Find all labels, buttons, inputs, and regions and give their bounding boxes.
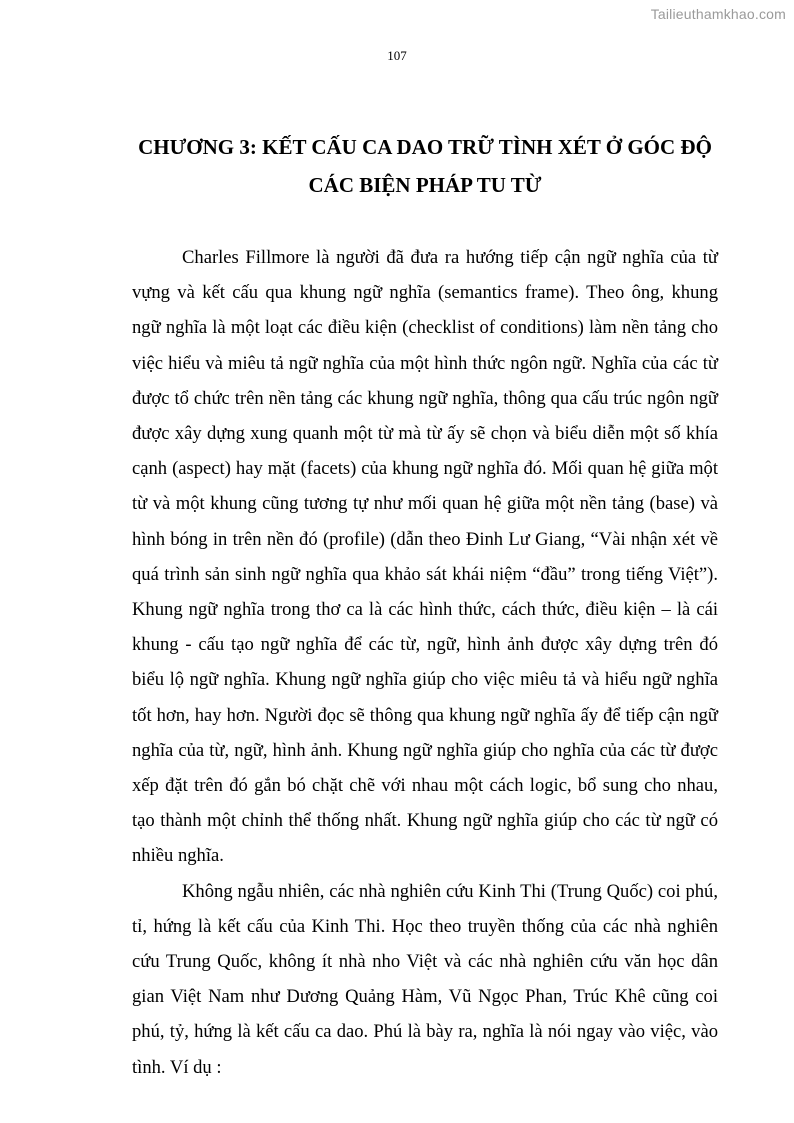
page-number: 107	[387, 48, 407, 63]
chapter-title	[110, 128, 740, 204]
paragraph-2: Không ngẫu nhiên, các nhà nghiên cứu Kinh Thi (Trung Quốc) coi phú, tỉ, hứng là kết cấu của Kinh Thi. Học theo truyền thống của các nhà nghiên cứu Trung Quốc, không ít nhà nho Việt và các nhà nghiên cứu văn học dân gian Việt Nam như Dương Quảng Hàm, Vũ Ngọc Phan, Trúc Khê cũng coi phú, tỷ, hứng là kết cấu ca dao. Phú là bày ra, nghĩa là nói ngay vào việc, vào tình. Ví dụ :	[132, 880, 718, 1078]
watermark: Tailieuthamkhao.com	[650, 6, 786, 22]
paragraph-1: Charles Fillmore là người đã đưa ra hướng tiếp cận ngữ nghĩa của từ vựng và kết cấu qua khung ngữ nghĩa (semantics frame). Theo ông, khung ngữ nghĩa là một loạt các điều kiện (checklist of conditions) làm nền tảng cho việc hiểu và miêu tả ngữ nghĩa của một hình thức ngôn ngữ. Nghĩa của các từ được tổ chức trên nền tảng các khung ngữ nghĩa, thông qua cấu trúc ngôn ngữ được xây dựng xung quanh một từ mà từ ấy sẽ chọn và biểu diễn một số khía cạnh (aspect) hay mặt (facets) của khung ngữ nghĩa đó. Mối quan hệ giữa một từ và một khung cũng tương tự như mối quan hệ giữa một nền tảng (base) và hình bóng in trên nền đó (profile) (dẫn theo Đinh Lư Giang, “Vài nhận xét về quá trình sản sinh ngữ nghĩa qua khảo sát khái niệm “đầu” trong tiếng Việt”). Khung ngữ nghĩa trong thơ ca là các hình thức, cách thức, điều kiện – là cái khung - cấu tạo ngữ nghĩa để các từ, ngữ, hình ảnh được xây dựng trên đó biểu lộ ngữ nghĩa. Khung ngữ nghĩa giúp cho việc miêu tả và hiểu ngữ nghĩa tốt hơn, hay hơn. Người đọc sẽ thông qua khung ngữ nghĩa ấy để tiếp cận ngữ nghĩa của từ, ngữ, hình ảnh. Khung ngữ nghĩa giúp cho nghĩa của các từ được xếp đặt trên đó gắn bó chặt chẽ với nhau một cách logic, bổ sung cho nhau, tạo thành một chỉnh thể thống nhất. Khung ngữ nghĩa giúp cho các từ ngữ có nhiều nghĩa.	[132, 247, 718, 867]
chapter-title-line-2: CÁC BIỆN PHÁP TU TỪ	[308, 173, 542, 197]
chapter-title-line-1: CHƯƠNG 3: KẾT CẤU CA DAO TRỮ TÌNH XÉT Ở GÓC ĐỘ	[138, 135, 712, 159]
body-text	[132, 240, 718, 1085]
